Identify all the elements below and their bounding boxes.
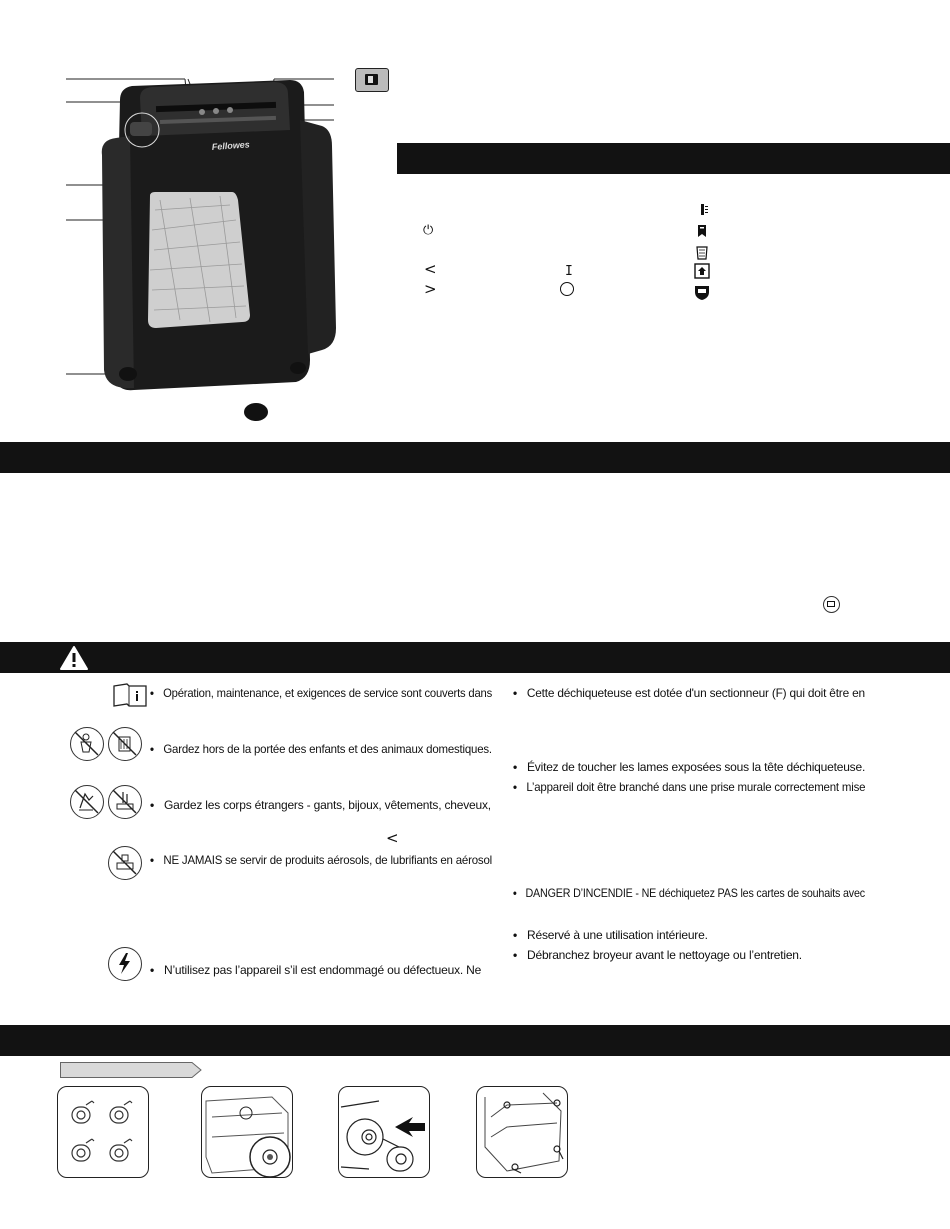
bin-full-icon xyxy=(695,244,709,260)
safety-item-manual: • Opération, maintenance, et exigences de service sont couverts dans xyxy=(150,686,493,700)
warning-triangle-icon xyxy=(59,645,89,671)
forward-symbol: > xyxy=(424,280,437,298)
safety-item-blades: • Évitez de toucher les lames exposées sous la tête déchiqueteuse. xyxy=(513,760,866,774)
safety-item-outlet: • L’appareil doit être branché dans une prise murale correctement mise xyxy=(513,780,866,794)
assembly-header-bar xyxy=(0,1025,950,1056)
safety-item-indoor: • Réservé à une utilisation intérieure. xyxy=(513,928,708,942)
power-switch-icon xyxy=(355,68,389,92)
door-open-icon xyxy=(694,263,710,279)
off-symbol xyxy=(560,282,574,296)
no-aerosol-icon xyxy=(108,846,142,880)
brand-logo: Fellowes xyxy=(211,139,251,152)
read-manual-icon xyxy=(113,682,147,708)
shredder-illustration xyxy=(60,60,400,430)
assembly-step-socket xyxy=(201,1086,293,1178)
step-arrow-tab xyxy=(60,1062,202,1078)
thermometer-icon xyxy=(697,203,709,219)
safety-item-children: • Gardez hors de la portée des enfants et des animaux domestiques. xyxy=(150,742,492,756)
assembly-step-insert-caster xyxy=(338,1086,430,1178)
safety-item-disconnect: • Cette déchiqueteuse est dotée d'un sectionneur (F) qui doit être en xyxy=(513,686,865,700)
assembly-step-complete xyxy=(476,1086,568,1178)
safety-item-fire-danger: • DANGER D’INCENDIE - NE déchiquetez PAS les cartes de souhaits avec xyxy=(513,886,865,900)
safety-item-aerosol: • NE JAMAIS se servir de produits aérosols, de lubrifiants en aérosol xyxy=(150,853,492,867)
assembly-step-casters xyxy=(57,1086,149,1178)
electrical-hazard-icon xyxy=(108,947,142,981)
safety-item-damaged: • N’utilisez pas l’appareil s’il est endommagé ou défectueux. Ne xyxy=(150,963,482,977)
safety-item-unplug: • Débranchez broyeur avant le nettoyage ou l’entretien. xyxy=(513,948,802,962)
no-loose-clothing-icon xyxy=(70,785,104,819)
reverse-symbol-inline: < xyxy=(386,829,399,847)
safety-item-foreign-objects: • Gardez les corps étrangers - gants, bijoux, vêtements, cheveux, xyxy=(150,798,491,812)
reverse-symbol: < xyxy=(424,260,437,278)
paper-jam-icon xyxy=(695,223,709,239)
do-not-shred-icon xyxy=(823,596,840,613)
no-pets-icon xyxy=(108,727,142,761)
controls-header-bar xyxy=(397,143,950,174)
no-children-icon xyxy=(70,727,104,761)
section-header-bar xyxy=(0,442,950,473)
power-icon: ⏻ xyxy=(423,223,434,238)
warning-header-bar xyxy=(0,642,950,673)
safesense-shield-icon xyxy=(693,283,711,301)
no-hands-in-slot-icon xyxy=(108,785,142,819)
on-symbol: I xyxy=(565,264,573,279)
